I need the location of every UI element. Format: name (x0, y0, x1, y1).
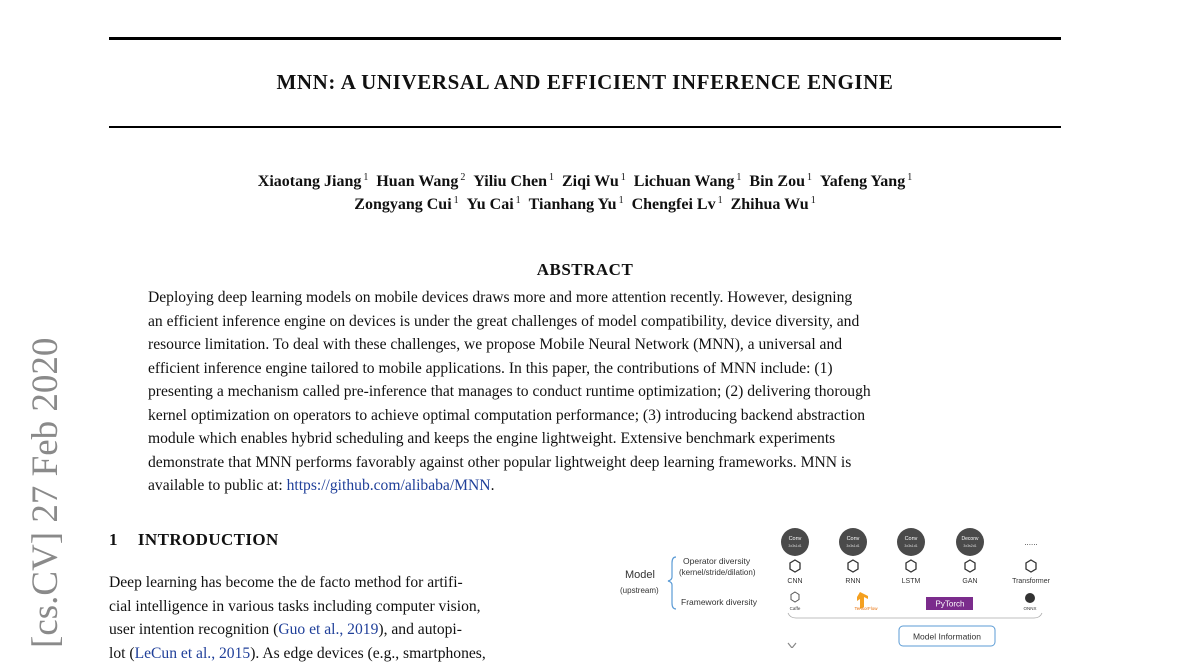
author-name (354, 196, 458, 213)
mnn-overview-figure (610, 525, 1065, 648)
author-name (632, 196, 723, 213)
abstract-line: efficient inference engine tailored to mobile applications. In this paper, the contributions of MNN include: (1) (148, 357, 1028, 381)
op-circle (839, 528, 867, 556)
author-name (258, 173, 369, 190)
model-info-label: Model Information (913, 632, 981, 642)
author-name-text: Xiaotang Jiang (258, 173, 362, 190)
caffe-logo-icon (791, 592, 799, 602)
framework-caffe (790, 592, 801, 611)
figure-bracket (788, 613, 1042, 618)
hexagon-icon (790, 560, 800, 572)
op-label: CNN (787, 578, 802, 585)
framework-pytorch (926, 597, 973, 610)
abstract-line: an efficient inference engine on devices is under the great challenges of model compatibility, device diversity, and (148, 310, 1028, 334)
github-link[interactable]: https://github.com/alibaba/MNN (287, 477, 491, 494)
intro-text: ). As edge devices (e.g., smartphones, (250, 645, 486, 662)
abstract-period: . (491, 477, 495, 494)
figure-ellipsis: ...... (1024, 538, 1037, 547)
abstract-line: kernel optimization on operators to achieve optimal computation performance; (3) introducing backend abstraction (148, 404, 1028, 428)
introduction-body (109, 571, 584, 665)
figure-op-cnn (781, 528, 809, 585)
author-name (529, 196, 624, 213)
hexagon-icon (1026, 560, 1036, 572)
author-name (562, 173, 626, 190)
abstract-heading: ABSTRACT (109, 260, 1061, 280)
intro-line (109, 618, 584, 642)
title-rule-bottom (109, 126, 1061, 128)
figure-operator-sub: (kernel/stride/dilation) (679, 568, 756, 577)
abstract-line: Deploying deep learning models on mobile devices draws more and more attention recently. However, designing (148, 286, 1028, 310)
figure-op-lstm (897, 528, 925, 585)
section-title: INTRODUCTION (138, 530, 279, 549)
affiliation-marker: 1 (619, 195, 624, 206)
op-label: GAN (962, 578, 977, 585)
figure-framework-diversity: Framework diversity (681, 597, 758, 607)
author-name (473, 173, 554, 190)
op-label: RNN (845, 578, 860, 585)
author-name-text: Yafeng Yang (820, 173, 905, 190)
title-rule-top (109, 37, 1061, 40)
author-name-text: Yu Cai (467, 196, 514, 213)
author-name-text: Zongyang Cui (354, 196, 451, 213)
abstract-body (148, 286, 1028, 498)
onnx-logo-icon (1025, 593, 1035, 603)
figure-op-transformer (1012, 538, 1051, 585)
author-name (376, 173, 465, 190)
op-circle-sub: 3x3s1d1 (846, 544, 859, 548)
affiliation-marker: 1 (736, 172, 741, 183)
op-circle-sub: 3x3s2d1 (963, 544, 976, 548)
citation-link[interactable]: LeCun et al., 2015 (135, 645, 251, 662)
author-name-text: Ziqi Wu (562, 173, 619, 190)
abstract-line: demonstrate that MNN performs favorably against other popular lightweight deep learning frameworks. MNN is (148, 451, 1028, 475)
author-name (731, 196, 816, 213)
author-name-text: Chengfei Lv (632, 196, 716, 213)
arxiv-side-stamp: [cs.CV] 27 Feb 2020 (24, 338, 67, 648)
framework-label: ONNX (1023, 606, 1036, 611)
figure-op-rnn (839, 528, 867, 585)
author-name (634, 173, 742, 190)
intro-text: lot ( (109, 645, 135, 662)
framework-onnx (1023, 593, 1036, 611)
op-label: LSTM (902, 578, 921, 585)
intro-text: cial intelligence in various tasks including computer vision, (109, 598, 481, 615)
abstract-line: presenting a mechanism called pre-inference that manages to conduct runtime optimization; (2) delivering thorough (148, 380, 1028, 404)
framework-label: TensorFlow (854, 606, 878, 611)
abstract-line: module which enables hybrid scheduling and keeps the engine lightweight. Extensive benchmark experiments (148, 427, 1028, 451)
paper-title: MNN: A UNIVERSAL AND EFFICIENT INFERENCE ENGINE (109, 70, 1061, 95)
op-label: Transformer (1012, 578, 1051, 585)
intro-text: ), and autopi- (378, 621, 462, 638)
intro-line (109, 642, 584, 665)
author-list-line-1 (109, 172, 1061, 191)
abstract-availability-text: available to public at: (148, 477, 287, 494)
figure-operator-diversity: Operator diversity (683, 556, 751, 566)
section-number: 1 (109, 530, 118, 549)
op-circle (781, 528, 809, 556)
affiliation-marker: 1 (363, 172, 368, 183)
author-list-line-2 (109, 195, 1061, 214)
author-name (467, 196, 521, 213)
arrow-down-icon (788, 643, 796, 648)
affiliation-marker: 1 (454, 195, 459, 206)
intro-text: user intention recognition ( (109, 621, 278, 638)
intro-line (109, 571, 584, 595)
author-name-text: Huan Wang (376, 173, 458, 190)
citation-link[interactable]: Guo et al., 2019 (278, 621, 378, 638)
op-circle-sub: 3x3s1d1 (788, 544, 801, 548)
affiliation-marker: 1 (907, 172, 912, 183)
figure-upstream-label: (upstream) (620, 586, 659, 595)
author-name-text: Tianhang Yu (529, 196, 617, 213)
framework-label: PyTorch (936, 600, 965, 609)
affiliation-marker: 1 (718, 195, 723, 206)
author-name-text: Bin Zou (749, 173, 805, 190)
hexagon-icon (906, 560, 916, 572)
op-circle (956, 528, 984, 556)
author-name (749, 173, 812, 190)
op-circle-label: Conv (847, 536, 860, 542)
framework-tensorflow (854, 592, 878, 611)
op-circle-label: Conv (789, 536, 802, 542)
op-circle-sub: 3x3s1d1 (904, 544, 917, 548)
section-heading-introduction (109, 530, 279, 550)
author-name-text: Zhihua Wu (731, 196, 809, 213)
intro-text: Deep learning has become the de facto method for artifi- (109, 574, 463, 591)
hexagon-icon (848, 560, 858, 572)
abstract-line: resource limitation. To deal with these challenges, we propose Mobile Neural Network (MNN), a universal and (148, 333, 1028, 357)
affiliation-marker: 1 (621, 172, 626, 183)
affiliation-marker: 1 (516, 195, 521, 206)
author-name-text: Lichuan Wang (634, 173, 735, 190)
figure-model-label: Model (625, 569, 655, 581)
op-circle-label: Deconv (962, 536, 979, 542)
op-circle-label: Conv (905, 536, 918, 542)
affiliation-marker: 1 (549, 172, 554, 183)
author-name (820, 173, 912, 190)
affiliation-marker: 1 (811, 195, 816, 206)
abstract-line-last (148, 474, 1028, 498)
framework-label: Caffe (790, 606, 801, 611)
figure-op-gan (956, 528, 984, 585)
op-circle (897, 528, 925, 556)
figure-brace (668, 557, 676, 609)
intro-line (109, 595, 584, 619)
affiliation-marker: 2 (460, 172, 465, 183)
affiliation-marker: 1 (807, 172, 812, 183)
author-name-text: Yiliu Chen (473, 173, 547, 190)
hexagon-icon (965, 560, 975, 572)
